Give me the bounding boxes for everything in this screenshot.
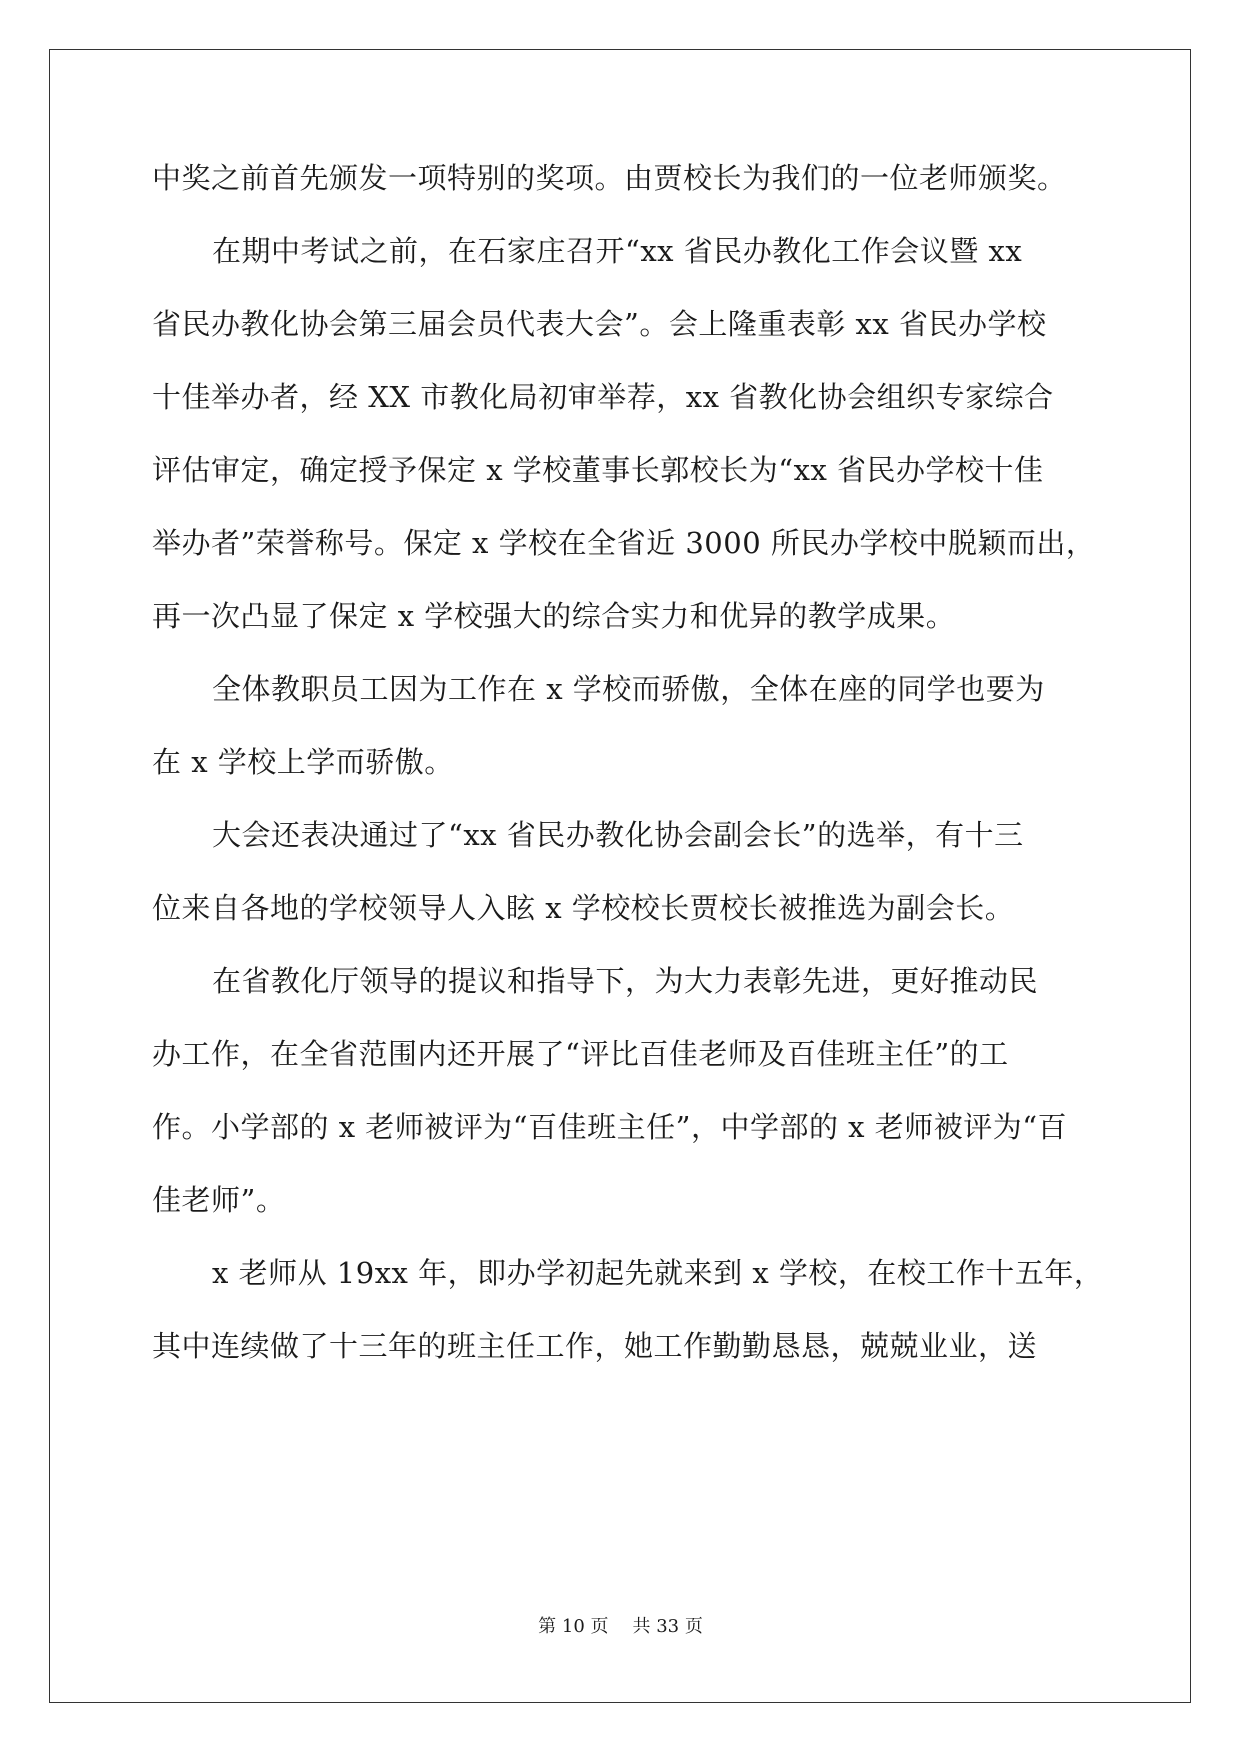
- text-line: 位来自各地的学校领导人入眩 x 学校校长贾校长被推选为副会长。: [152, 891, 1015, 925]
- text-line: 作。小学部的 x 老师被评为“百佳班主任”，中学部的 x 老师被评为“百: [152, 1110, 1068, 1144]
- text-line: 再一次凸显了保定 x 学校强大的综合实力和优异的教学成果。: [152, 599, 956, 633]
- text-line: 省民办教化协会第三届会员代表大会”。会上隆重表彰 xx 省民办学校: [152, 307, 1047, 341]
- text-line: 其中连续做了十三年的班主任工作，她工作勤勤恳恳，兢兢业业，送: [152, 1329, 1038, 1363]
- paragraph-start-line: 在期中考试之前，在石家庄召开“xx 省民办教化工作会议暨 xx: [212, 234, 1023, 268]
- page-footer: [0, 1612, 1241, 1638]
- text-line: 在 x 学校上学而骄傲。: [152, 745, 454, 779]
- paragraph-start-line: 大会还表决通过了“xx 省民办教化协会副会长”的选举，有十三: [212, 818, 1024, 852]
- text-line: 评估审定，确定授予保定 x 学校董事长郭校长为“xx 省民办学校十佳: [152, 453, 1044, 487]
- paragraph-start-line: x 老师从 19xx 年，即办学初起先就来到 x 学校，在校工作十五年，: [212, 1256, 1104, 1290]
- paragraph-start-line: 在省教化厅领导的提议和指导下，为大力表彰先进，更好推动民: [212, 964, 1039, 998]
- page-total: 共 33 页: [632, 1616, 703, 1637]
- text-line: 中奖之前首先颁发一项特别的奖项。由贾校长为我们的一位老师颁奖。: [152, 161, 1067, 195]
- text-line: 十佳举办者，经 XX 市教化局初审举荐，xx 省教化协会组织专家综合: [152, 380, 1054, 414]
- text-line: 佳老师”。: [152, 1183, 286, 1217]
- paragraph-start-line: 全体教职员工因为工作在 x 学校而骄傲，全体在座的同学也要为: [212, 672, 1045, 706]
- page-border: [49, 49, 1191, 1703]
- text-line: 举办者”荣誉称号。保定 x 学校在全省近 3000 所民办学校中脱颖而出，: [152, 526, 1096, 560]
- text-line: 办工作，在全省范围内还开展了“评比百佳老师及百佳班主任”的工: [152, 1037, 1009, 1071]
- page-number: 第 10 页: [538, 1616, 609, 1637]
